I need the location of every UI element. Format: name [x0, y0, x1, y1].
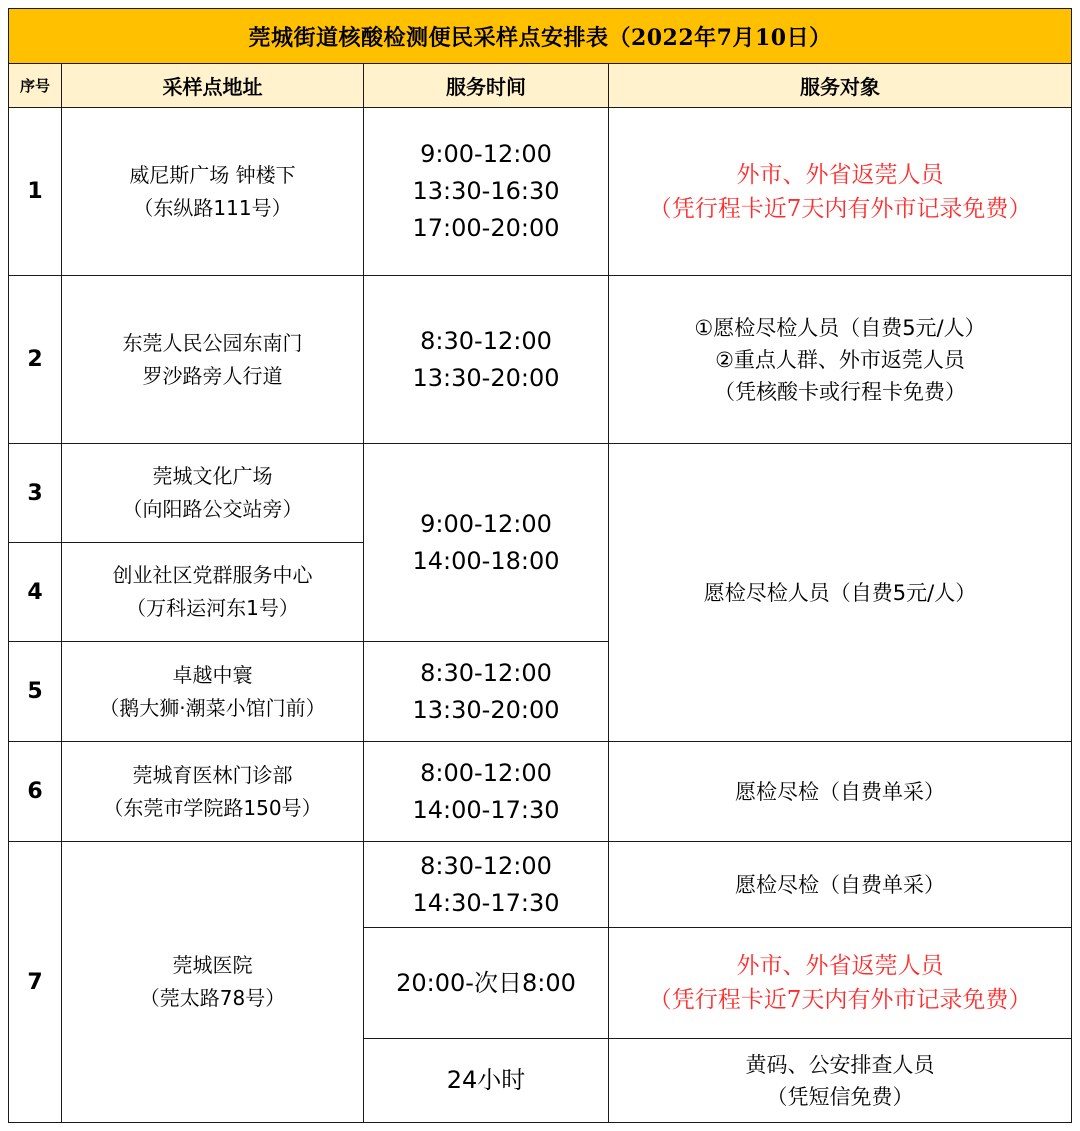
row-time — [364, 842, 609, 928]
row-time — [364, 108, 609, 276]
time-line: 24小时 — [446, 1066, 526, 1094]
target-line: （凭短信免费） — [766, 1084, 914, 1109]
address-line: 罗沙路旁人行道 — [142, 363, 283, 388]
target-line: （凭核酸卡或行程卡免费） — [714, 379, 967, 404]
table-row — [9, 842, 1072, 928]
row-time — [364, 742, 609, 842]
row-target — [609, 742, 1072, 842]
row-target — [609, 928, 1072, 1039]
row-time — [364, 642, 609, 742]
address-line: 莞城医院 — [172, 953, 253, 977]
target-line: ②重点人群、外市返莞人员 — [715, 347, 965, 372]
time-line: 8:30-12:00 — [420, 851, 552, 880]
target-line: （凭行程卡近7天内有外市记录免费） — [648, 195, 1032, 222]
header-row — [9, 64, 1072, 108]
address-line: 莞城文化广场 — [152, 464, 273, 488]
row-time — [364, 276, 609, 444]
row-seq: 2 — [9, 276, 62, 444]
row-seq: 5 — [9, 642, 62, 742]
header-target: 服务对象 — [609, 64, 1072, 108]
row-seq: 6 — [9, 742, 62, 842]
address-line: 卓越中寰 — [172, 662, 253, 687]
row-seq: 1 — [9, 108, 62, 276]
row-seq: 7 — [9, 842, 62, 1123]
time-line: 9:00-12:00 — [420, 140, 552, 168]
table-row — [9, 108, 1072, 276]
target-line: 外市、外省返莞人员 — [736, 161, 944, 188]
target-line: 愿检尽检（自费单采） — [735, 779, 946, 804]
row-target — [609, 276, 1072, 444]
header-time: 服务时间 — [364, 64, 609, 108]
time-line: 17:00-20:00 — [412, 214, 560, 242]
address-line: 东莞人民公园东南门 — [122, 330, 303, 355]
address-line: （鹅大狮·潮菜小馆门前） — [99, 695, 326, 720]
table-row — [9, 742, 1072, 842]
time-line: 20:00-次日8:00 — [396, 968, 576, 997]
target-line: 外市、外省返莞人员 — [736, 953, 944, 979]
row-seq: 4 — [9, 543, 62, 642]
row-time — [364, 1039, 609, 1123]
time-line: 13:30-20:00 — [412, 363, 560, 392]
address-line: 莞城育医林门诊部 — [132, 762, 293, 787]
row-address — [62, 276, 364, 444]
time-line: 8:00-12:00 — [420, 758, 552, 787]
row-time — [364, 928, 609, 1039]
row-address — [62, 108, 364, 276]
address-line: 威尼斯广场 钟楼下 — [129, 162, 296, 187]
time-line: 9:00-12:00 — [420, 509, 552, 538]
time-line: 8:30-12:00 — [420, 658, 552, 687]
target-line: 愿检尽检人员（自费5元/人） — [703, 580, 977, 605]
row-target-shared — [609, 444, 1072, 742]
address-line: （东纵路111号） — [133, 195, 292, 220]
row-target — [609, 842, 1072, 928]
time-line: 13:30-16:30 — [412, 177, 560, 205]
time-line: 14:30-17:30 — [412, 888, 560, 917]
target-line: （凭行程卡近7天内有外市记录免费） — [648, 987, 1032, 1013]
time-line: 13:30-20:00 — [412, 695, 560, 724]
time-line: 14:00-17:30 — [412, 795, 560, 824]
header-address: 采样点地址 — [62, 64, 364, 108]
address-line: （向阳路公交站旁） — [122, 497, 303, 521]
target-line: 愿检尽检（自费单采） — [735, 872, 946, 897]
row-address — [62, 742, 364, 842]
time-line: 14:00-18:00 — [412, 546, 560, 575]
address-line: 创业社区党群服务中心 — [112, 563, 313, 587]
table-row — [9, 444, 1072, 543]
header-seq: 序号 — [9, 64, 62, 108]
row-target — [609, 1039, 1072, 1123]
address-line: （莞太路78号） — [139, 986, 286, 1010]
time-line: 8:30-12:00 — [420, 326, 552, 355]
row-target — [609, 108, 1072, 276]
target-line: 黄码、公安排查人员 — [745, 1052, 935, 1077]
target-line: ①愿检尽检人员（自费5元/人） — [694, 315, 986, 340]
table-row — [9, 276, 1072, 444]
address-line: （万科运河东1号） — [126, 596, 299, 620]
address-line: （东莞市学院路150号） — [103, 795, 322, 820]
row-address — [62, 642, 364, 742]
row-address — [62, 543, 364, 642]
row-address — [62, 444, 364, 543]
row-seq: 3 — [9, 444, 62, 543]
row-time-shared — [364, 444, 609, 642]
sampling-schedule-table — [8, 8, 1072, 1123]
table-title: 莞城街道核酸检测便民采样点安排表（2022年7月10日） — [9, 9, 1072, 64]
row-address — [62, 842, 364, 1123]
